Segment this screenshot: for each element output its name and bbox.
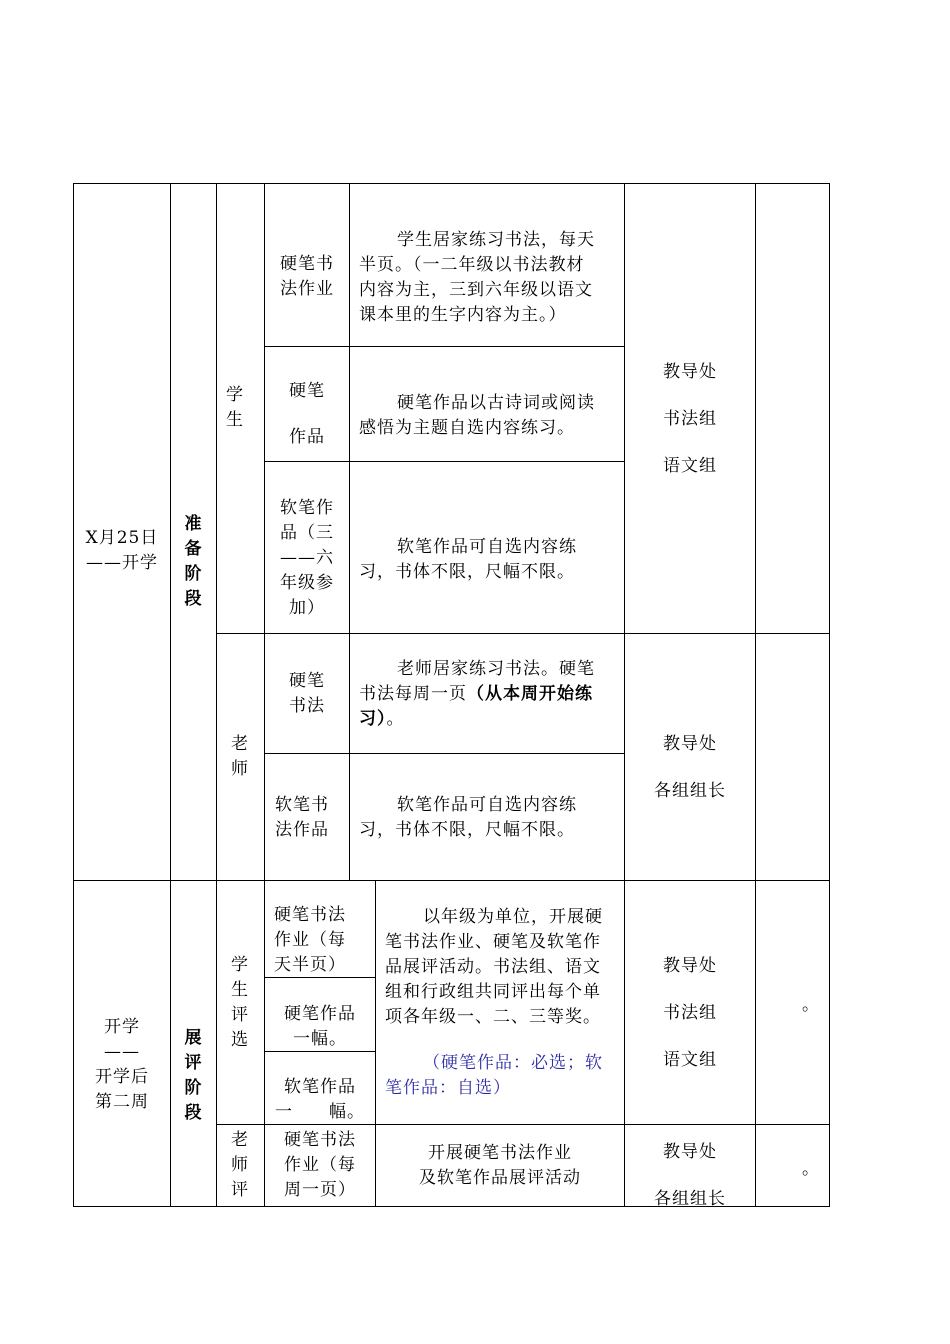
- participant-student-review: 学 生 评 选: [231, 955, 249, 1050]
- responsible-units: 教导处 各组组长: [654, 1142, 726, 1209]
- row-divider: [216, 633, 829, 634]
- item-description: 软笔作品可自选内容练 习，书体不限，尺幅不限。: [359, 795, 577, 840]
- item-description: 硬笔作品以古诗词或阅读 感悟为主题自选内容练习。: [359, 393, 595, 438]
- item-name: 硬笔作品 一幅。: [284, 1004, 356, 1049]
- participant-teacher: 老 师: [231, 734, 249, 779]
- stage-prepare: 准 备 阶 段: [184, 514, 203, 609]
- item-name: 硬笔书 法作业: [280, 254, 334, 299]
- review-description: 以年级为单位，开展硬 笔书法作业、硬笔及软笔作 品展评活动。书法组、语文 组和行政组共同评出每个单 项各年级一、二、三等奖。: [385, 907, 603, 1027]
- item-name: 软笔作 品（三 ——六 年级参 加）: [280, 498, 334, 618]
- item-description: 学生居家练习书法，每天 半页。（一二年级以书法教材 内容为主，三到六年级以语文 课本里的生字内容为主。）: [359, 230, 595, 325]
- section-divider: [73, 880, 829, 881]
- row-divider: [264, 461, 624, 462]
- date-range-2: 开学 —— 开学后 第二周: [95, 1017, 149, 1112]
- item-name: 硬笔书法 作业（每 天半页）: [274, 905, 346, 975]
- responsible-units: 教导处 各组组长: [654, 734, 726, 801]
- item-name: 硬笔书法 作业（每 周一页）: [284, 1130, 356, 1200]
- responsible-units: 教导处 书法组 语文组: [663, 362, 717, 476]
- item-name: 硬笔 作品: [289, 381, 325, 447]
- stage-review: 展 评 阶 段: [184, 1028, 203, 1123]
- row-divider: [264, 753, 624, 754]
- responsible-units: 教导处 书法组 语文组: [663, 956, 717, 1070]
- table-border-right: [829, 183, 830, 1207]
- item-description: 老师居家练习书法。硬笔 书法每周一页（从本周开始练 习）。: [359, 659, 595, 729]
- remark-mark: 。: [802, 995, 820, 1015]
- participant-student: 学 生: [226, 385, 244, 430]
- teacher-review-description: 开展硬笔书法作业 及软笔作品展评活动: [419, 1143, 581, 1188]
- item-name: 硬笔 书法: [289, 671, 325, 716]
- table-border-top: [73, 183, 829, 184]
- col-divider: [216, 183, 217, 1207]
- participant-teacher-review: 老 师 评: [231, 1130, 249, 1200]
- date-range-1: X月25日 ——开学: [85, 528, 159, 573]
- row-divider: [264, 346, 624, 347]
- col-divider: [349, 183, 350, 881]
- item-name: 软笔书 法作品: [275, 795, 329, 840]
- selection-note: （硬笔作品：必选；软 笔作品：自选）: [385, 1053, 603, 1098]
- item-name: 软笔作品 一 幅。: [275, 1077, 365, 1122]
- remark-mark: 。: [802, 1159, 820, 1179]
- col-divider: [755, 183, 756, 1207]
- item-description: 软笔作品可自选内容练 习，书体不限，尺幅不限。: [359, 537, 577, 582]
